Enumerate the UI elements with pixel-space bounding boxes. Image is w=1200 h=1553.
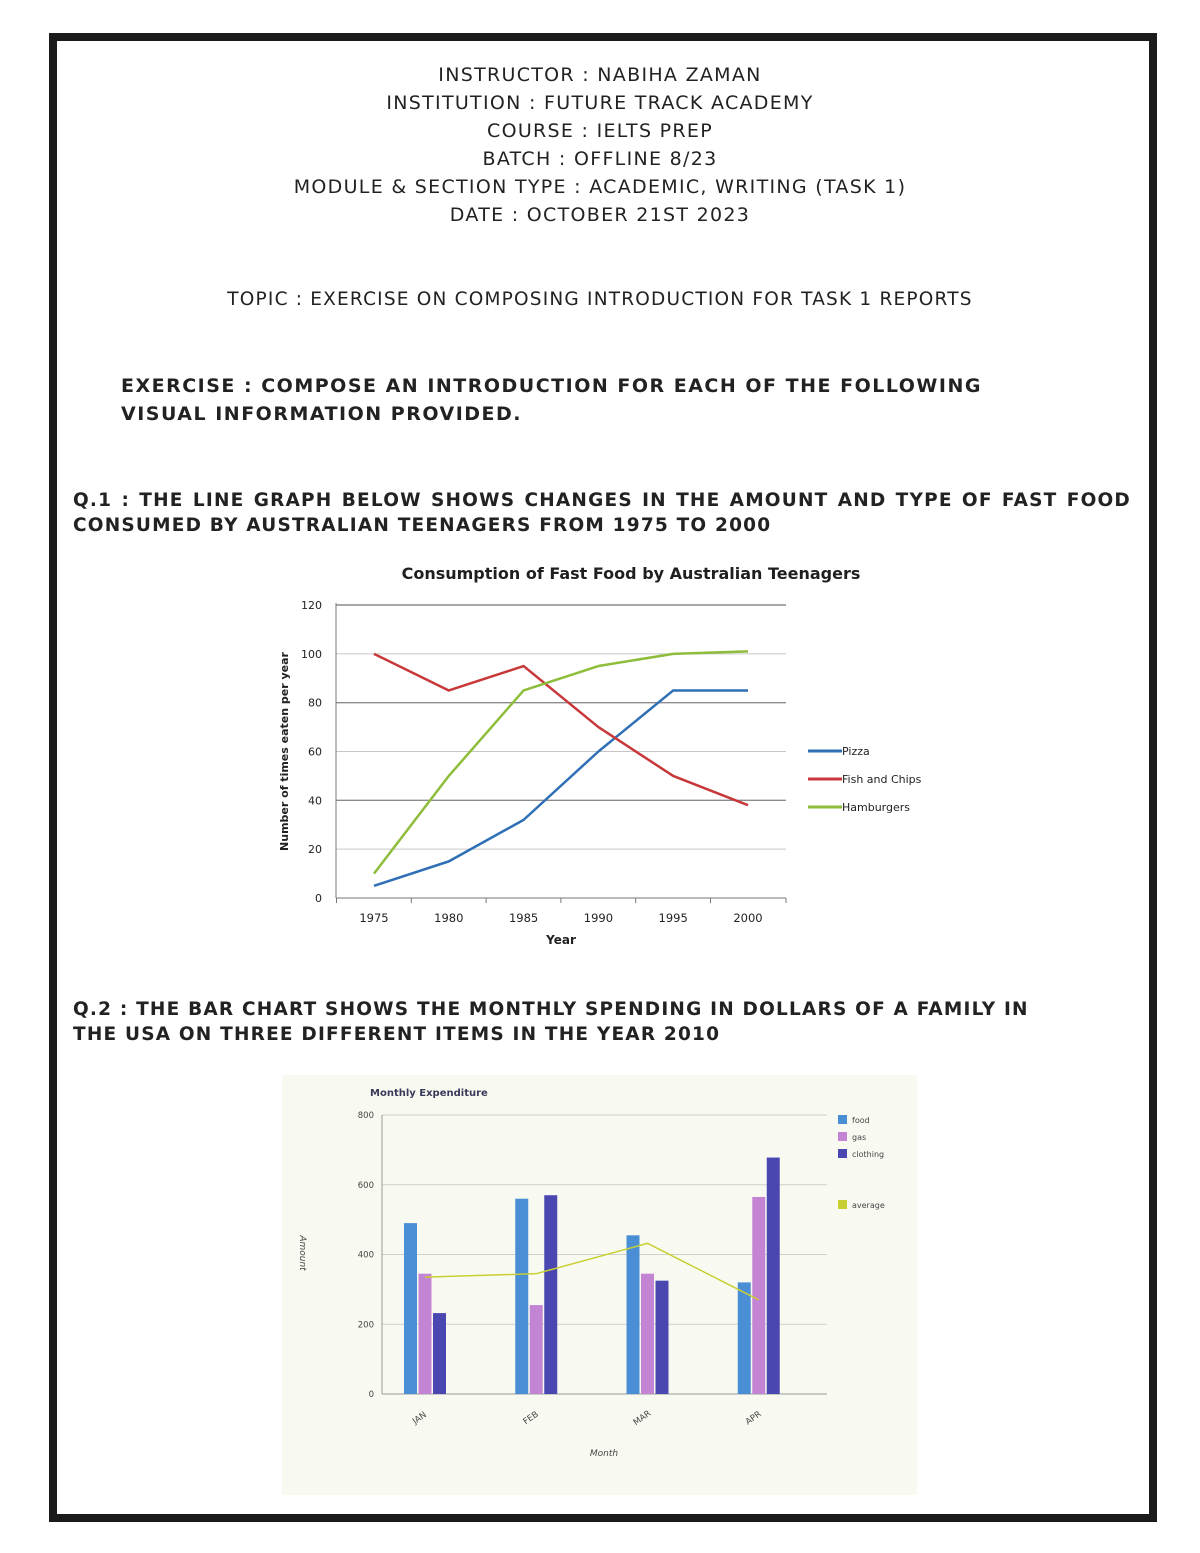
y-tick-label: 0 (315, 892, 322, 905)
chart-title: Monthly Expenditure (370, 1088, 488, 1099)
y-tick-label: 80 (308, 696, 322, 710)
series-line-fish-and-chips (374, 654, 748, 805)
chart-background (282, 1075, 917, 1495)
y-tick-label: 100 (301, 647, 322, 661)
header-line: INSTRUCTOR : NABIHA ZAMAN (438, 64, 762, 86)
line-chart-fast-food (262, 555, 962, 955)
legend-swatch (838, 1132, 847, 1141)
bar-clothing-mar (656, 1281, 669, 1394)
legend-swatch (838, 1149, 847, 1158)
bar-gas-mar (641, 1274, 654, 1394)
x-tick-label: JAN (411, 1410, 429, 1427)
x-tick-label: MAR (631, 1408, 654, 1428)
bar-food-mar (627, 1235, 640, 1394)
legend-label: average (852, 1201, 885, 1210)
y-tick-label: 400 (357, 1250, 374, 1261)
bar-gas-feb (530, 1305, 543, 1394)
y-tick-label: 120 (301, 599, 322, 612)
legend-label: food (852, 1116, 870, 1125)
x-axis-label: Year (546, 933, 576, 947)
header-line: INSTITUTION : FUTURE TRACK ACADEMY (386, 92, 814, 114)
y-tick-label: 600 (357, 1180, 374, 1191)
bar-chart-monthly-expenditure (282, 1075, 917, 1495)
header-line: COURSE : IELTS PREP (487, 120, 713, 142)
x-tick-label: 2000 (733, 911, 763, 925)
x-tick-label: 1985 (508, 911, 539, 925)
header-line: BATCH : OFFLINE 8/23 (482, 148, 718, 170)
bar-food-jan (404, 1223, 417, 1394)
legend-label: Fish and Chips (842, 773, 922, 786)
y-tick-label: 200 (357, 1320, 374, 1331)
y-axis-label: Amount (297, 1235, 307, 1271)
question-1: Q.1 : THE LINE GRAPH BELOW SHOWS CHANGES IN THE AMOUNT AND TYPE OF FAST FOOD CONSUMED BY AUSTRALIAN TEENAGERS FROM 1975 TO 2000 (73, 490, 1131, 536)
legend-label: clothing (852, 1150, 885, 1159)
bar-food-feb (515, 1199, 528, 1394)
x-tick-label: 1975 (359, 911, 389, 925)
bar-clothing-jan (433, 1313, 446, 1394)
bar-food-apr (738, 1282, 751, 1394)
y-tick-label: 60 (308, 745, 322, 759)
chart-title: Consumption of Fast Food by Australian Teenagers (401, 564, 861, 583)
y-axis-label: Number of times eaten per year (278, 652, 291, 851)
topic-heading: TOPIC : EXERCISE ON COMPOSING INTRODUCTION FOR TASK 1 REPORTS (227, 289, 973, 310)
x-axis-label: Month (589, 1449, 619, 1459)
y-tick-label: 800 (357, 1111, 374, 1121)
bar-gas-apr (752, 1197, 765, 1394)
legend-label: Hamburgers (842, 801, 911, 814)
legend-label: gas (852, 1133, 867, 1142)
y-tick-label: 0 (368, 1390, 374, 1400)
question-2: Q.2 : THE BAR CHART SHOWS THE MONTHLY SPENDING IN DOLLARS OF A FAMILY IN THE USA ON THREE DIFFERENT ITEMS IN THE YEAR 2010 (73, 999, 1029, 1045)
bar-gas-jan (419, 1274, 432, 1394)
y-tick-label: 20 (308, 843, 322, 857)
x-tick-label: 1990 (583, 911, 614, 925)
bar-clothing-apr (767, 1158, 780, 1394)
legend-swatch (838, 1115, 847, 1124)
header-line: DATE : OCTOBER 21ST 2023 (449, 204, 751, 226)
x-tick-label: 1995 (658, 911, 688, 925)
x-tick-label: 1980 (434, 911, 464, 925)
series-line-pizza (374, 690, 748, 885)
exercise-instruction: EXERCISE : COMPOSE AN INTRODUCTION FOR EACH OF THE FOLLOWING VISUAL INFORMATION PROVIDED. (121, 375, 982, 425)
series-line-hamburgers (374, 651, 748, 873)
y-tick-label: 40 (308, 794, 322, 808)
legend-label: Pizza (842, 745, 870, 758)
header-line: MODULE & SECTION TYPE : ACADEMIC, WRITING (TASK 1) (293, 176, 907, 198)
x-tick-label: FEB (521, 1409, 541, 1428)
x-tick-label: APR (743, 1409, 764, 1428)
bar-clothing-feb (544, 1195, 557, 1394)
legend-swatch (838, 1200, 847, 1209)
